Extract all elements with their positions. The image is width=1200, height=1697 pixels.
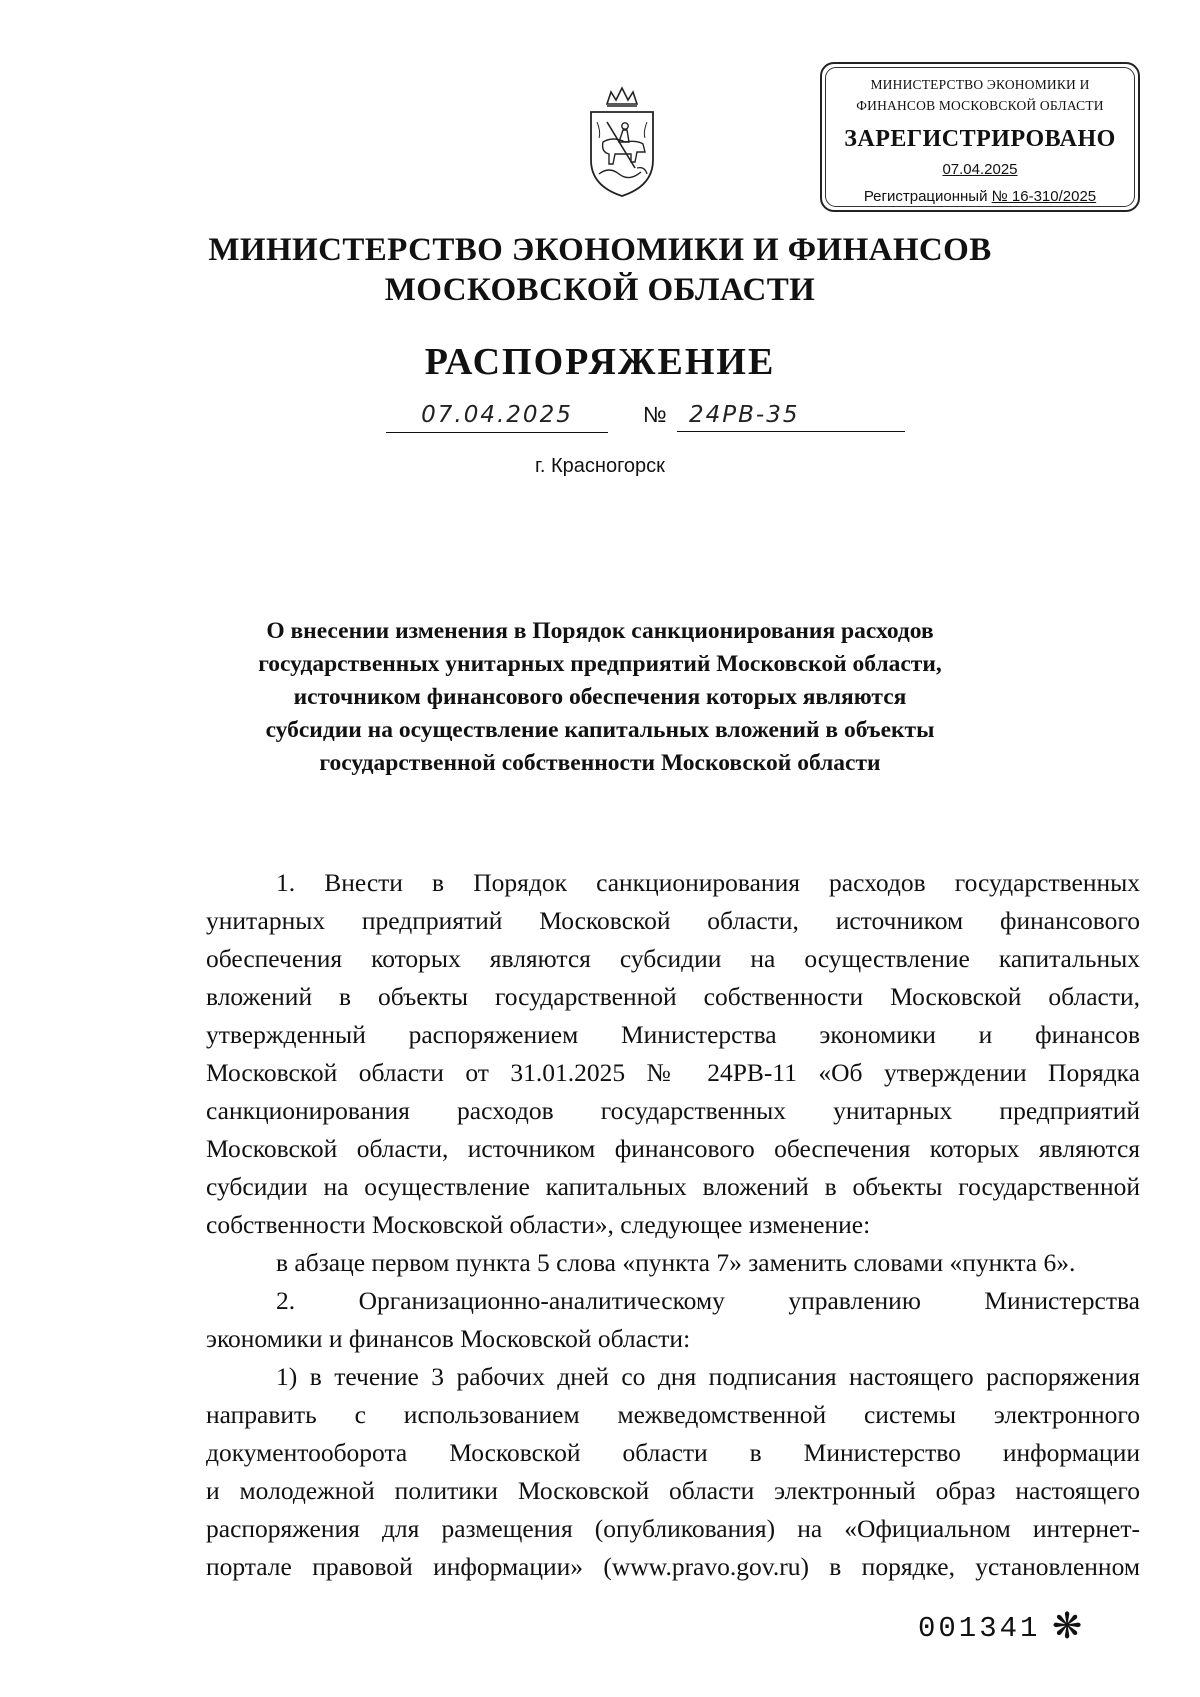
ministry-name-line-1: МИНИСТЕРСТВО ЭКОНОМИКИ И ФИНАНСОВ [208,232,992,268]
body-line: документооборота Московской области в Министерство информации [206,1438,1140,1467]
stamp-registration [822,188,1138,205]
stamp-organization-line-1: МИНИСТЕРСТВО ЭКОНОМИКИ И [870,77,1090,92]
registration-stamp [820,62,1140,212]
body-line: Московской области, источником финансового обеспечения которых являются [206,1134,1140,1163]
body-line: 1. Внести в Порядок санкционирования расходов государственных [276,868,1140,897]
title-line: государственной собственности Московской области [319,750,881,776]
body-line: вложений в объекты государственной собственности Московской области, [206,982,1140,1011]
body-line: распоряжения для размещения (опубликования) на «Официальном интернет- [206,1514,1140,1543]
title-line: источником финансового обеспечения которых являются [293,684,907,710]
body-line: утвержденный распоряжением Министерства экономики и финансов [206,1020,1140,1049]
body-line: унитарных предприятий Московской области, источником финансового [206,906,1140,935]
body-line: экономики и финансов Московской области: [206,1324,691,1353]
number-sign: № [643,402,667,427]
document-date: 07.04.2025 [386,402,608,433]
stamp-organization-line-2: ФИНАНСОВ МОСКОВСКОЙ ОБЛАСТИ [856,98,1104,113]
title-line: субсидии на осуществление капитальных вложений в объекты [265,717,935,743]
coat-of-arms-icon [585,82,659,200]
title-line: государственных унитарных предприятий Московской области, [258,651,942,677]
stamp-date: 07.04.2025 [942,161,1018,178]
document-type: РАСПОРЯЖЕНИЕ [424,341,776,383]
stamp-registration-label: Регистрационный [863,188,992,205]
body-line: в абзаце первом пункта 5 слова «пункта 7» заменить словами «пункта 6». [276,1248,1076,1277]
body-line: санкционирования расходов государственных унитарных предприятий [206,1096,1140,1125]
stamp-registration-number: № 16-310/2025 [991,188,1097,205]
body-line: 2. Организационно-аналитическому управлению Министерства [276,1286,1140,1315]
body-line: 1) в течение 3 рабочих дней со дня подписания настоящего распоряжения [276,1362,1140,1391]
document-number: 24РВ-35 [677,402,905,432]
body-line: и молодежной политики Московской области электронный образ настоящего [206,1476,1140,1505]
stamp-title: ЗАРЕГИСТРИРОВАНО [844,126,1116,152]
body-line: портале правовой информации» (www.pravo.gov.ru) в порядке, установленном [206,1552,1140,1581]
body-line: Московской области от 31.01.2025 № 24РВ-11 «Об утверждении Порядка [206,1058,1140,1087]
body-line: направить с использованием межведомственной системы электронного [206,1400,1140,1429]
body-line: обеспечения которых являются субсидии на осуществление капитальных [206,944,1140,973]
form-serial-number: 001341 [918,1612,1041,1645]
asterisk-mark-icon: ❋ [1052,1606,1083,1647]
body-line: собственности Московской области», следующее изменение: [206,1210,871,1239]
ministry-name-line-2: МОСКОВСКОЙ ОБЛАСТИ [384,272,816,308]
document-city: г. Красногорск [535,455,665,477]
title-line: О внесении изменения в Порядок санкционирования расходов [266,618,934,644]
body-line: субсидии на осуществление капитальных вложений в объекты государственной [206,1172,1140,1201]
